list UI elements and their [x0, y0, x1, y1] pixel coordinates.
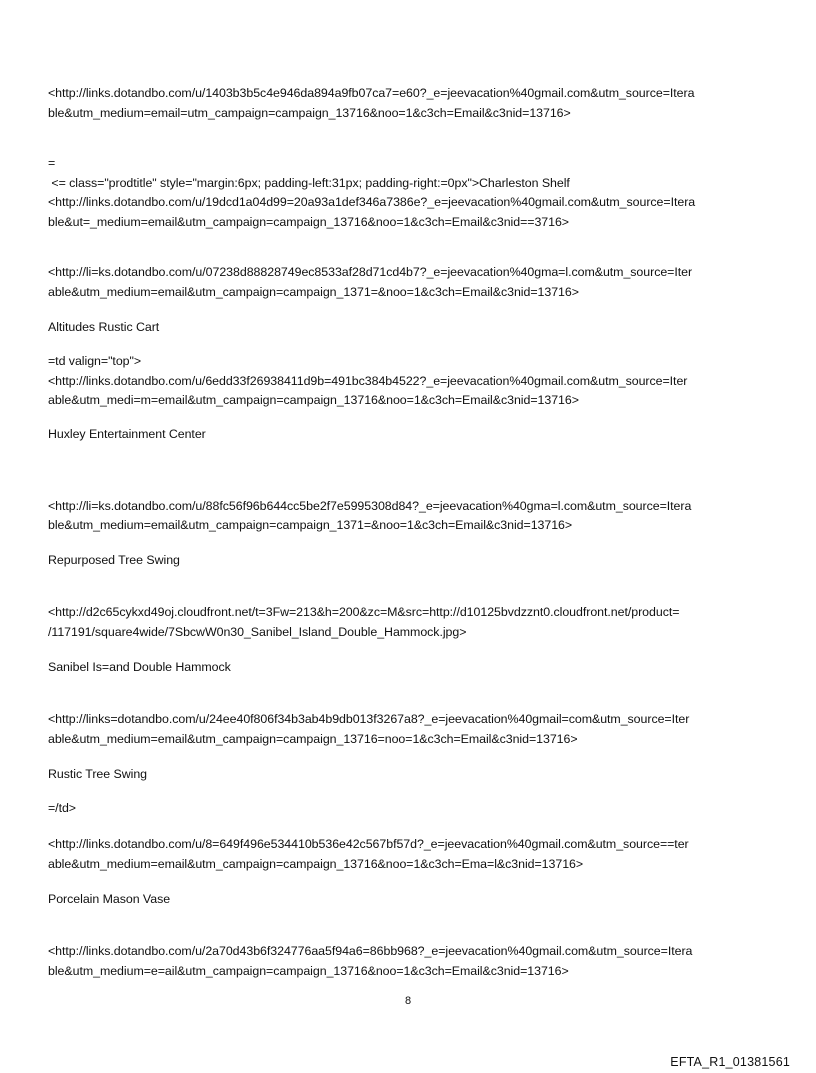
text-line: /117191/square4wide/7SbcwW0n30_Sanibel_Island_Double_Hammock.jpg> [48, 625, 467, 639]
document-id: EFTA_R1_01381561 [670, 1055, 790, 1069]
text-line: <http://d2c65cykxd49oj.cloudfront.net/t=3Fw=213&h=200&zc=M&src=http://d10125bvdzznt0.cloudfront.net/product= [48, 605, 680, 619]
text-line: =td valign="top"> [48, 354, 142, 368]
text-line: <http://links=dotandbo.com/u/24ee40f806f34b3ab4b9db013f3267a8?_e=jeevacation%40gmail=com&utm_source=Iter [48, 712, 690, 726]
product-title: Altitudes Rustic Cart [48, 320, 160, 334]
text-line: able&utm_medium=email&utm_campaign=campaign_13716&noo=1&c3ch=Ema=l&c3nid=13716> [48, 857, 584, 871]
text-line: <http://links.dotandbo.com/u/8=649f496e534410b536e42c567bf57d?_e=jeevacation%40gmail.com&utm_source==ter [48, 837, 689, 851]
text-line: <http://links.dotandbo.com/u/19dcd1a04d99=20a93a1def346a7386e?_e=jeevacation%40gmail.com&utm_source=Itera [48, 195, 696, 209]
text-line: <http://links.dotandbo.com/u/2a70d43b6f324776aa5f94a6=86bb968?_e=jeevacation%40gmail.com&utm_source=Itera [48, 944, 693, 958]
page-number: 8 [404, 995, 412, 1007]
text-line: <http://links.dotandbo.com/u/6edd33f26938411d9b=491bc384b4522?_e=jeevacation%40gmail.com&utm_source=Iter [48, 374, 688, 388]
text-line: ble&utm_medium=email&utm_campaign=campaign_1371=&noo=1&c3ch=Email&c3nid=13716> [48, 518, 573, 532]
product-title: Porcelain Mason Vase [48, 892, 171, 906]
text-line: able&utm_medium=email&utm_campaign=campaign_1371=&noo=1&c3ch=Email&c3nid=13716> [48, 285, 579, 299]
text-line: <= class="prodtitle" style="margin:6px; padding-left:31px; padding-right:=0px">Charleston Shelf [48, 176, 570, 190]
text-line: <http://li=ks.dotandbo.com/u/07238d88828749ec8533af28d71cd4b7?_e=jeevacation%40gma=l.com&utm_source=Iter [48, 265, 693, 279]
text-line: ble&utm_medium=e=ail&utm_campaign=campaign_13716&noo=1&c3ch=Email&c3nid=13716> [48, 964, 569, 978]
text-line: able&utm_medium=email&utm_campaign=campaign_13716=noo=1&c3ch=Email&c3nid=13716> [48, 732, 578, 746]
text-line: =/td> [48, 801, 76, 815]
product-title: Huxley Entertainment Center [48, 427, 206, 441]
text-line: <http://li=ks.dotandbo.com/u/88fc56f96b644cc5be2f7e5995308d84?_e=jeevacation%40gma=l.com&utm_source=Itera [48, 499, 692, 513]
text-line: = [48, 156, 56, 170]
text-line: ble&utm_medium=email=utm_campaign=campaign_13716&noo=1&c3ch=Email&c3nid=13716> [48, 106, 571, 120]
product-title: Repurposed Tree Swing [48, 553, 180, 567]
text-line: <http://links.dotandbo.com/u/1403b3b5c4e946da894a9fb07ca7=e60?_e=jeevacation%40gmail.com&utm_source=Itera [48, 86, 695, 100]
text-line: ble&ut=_medium=email&utm_campaign=campaign_13716&noo=1&c3ch=Email&c3nid==3716> [48, 215, 569, 229]
text-line: able&utm_medi=m=email&utm_campaign=campaign_13716&noo=1&c3ch=Email&c3nid=13716> [48, 393, 579, 407]
product-title: Rustic Tree Swing [48, 767, 148, 781]
product-title: Sanibel Is=and Double Hammock [48, 660, 231, 674]
